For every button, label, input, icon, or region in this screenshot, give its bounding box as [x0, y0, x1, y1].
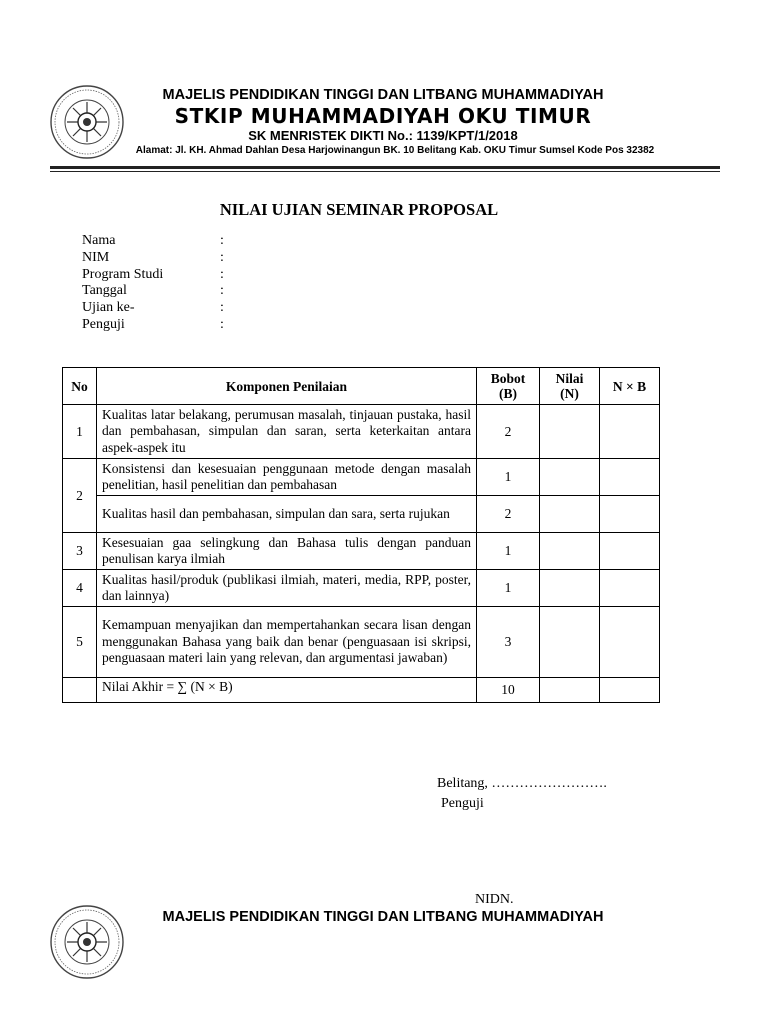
assessment-table — [62, 367, 660, 703]
field-nim: NIM : — [82, 249, 224, 265]
field-program-studi: Program Studi : — [82, 266, 224, 282]
header-nxb: N × B — [600, 368, 660, 405]
nxb-cell[interactable] — [600, 533, 660, 570]
nxb-cell[interactable] — [600, 570, 660, 607]
table-row: 1 Kualitas latar belakang, perumusan masalah, tinjauan pustaka, hasil dan pembahasan, simpulan dan saran, serta keterkaitan antara aspek-aspek itu 2 — [63, 405, 660, 459]
nxb-cell[interactable] — [600, 496, 660, 533]
nilai-cell[interactable] — [540, 459, 600, 496]
header-decree-number: SK MENRISTEK DIKTI No.: 1139/KPT/1/2018 — [248, 128, 518, 143]
total-label: Nilai Akhir = ∑ (N × B) — [97, 678, 477, 703]
header-college-name: STKIP MUHAMMADIYAH OKU TIMUR — [174, 104, 592, 128]
table-total-row — [63, 678, 660, 703]
nilai-cell[interactable] — [540, 570, 600, 607]
total-bobot: 10 — [477, 678, 540, 703]
signature-place-date: Belitang, ……………………. — [437, 776, 607, 791]
header-bobot: Bobot (B) — [477, 368, 540, 405]
nilai-cell[interactable] — [540, 496, 600, 533]
header-no: No — [63, 368, 97, 405]
identity-fields — [82, 233, 224, 334]
header-institution-line: MAJELIS PENDIDIKAN TINGGI DAN LITBANG MUHAMMADIYAH — [162, 87, 604, 103]
table-row: 5 Kemampuan menyajikan dan mempertahankan secara lisan dengan menggunakan Bahasa yang baik dan benar (penguasaan isi skripsi, penguasaan materi lain yang relevan, dan argumentasi jawaban) 3 — [63, 607, 660, 678]
field-penguji: Penguji : — [82, 316, 224, 332]
nilai-cell[interactable] — [540, 405, 600, 459]
table-row: 2 Konsistensi dan kesesuaian penggunaan metode dengan masalah penelitian, hasil penelitian dan pembahasan 1 — [63, 459, 660, 496]
footer-institution-line: MAJELIS PENDIDIKAN TINGGI DAN LITBANG MUHAMMADIYAH — [162, 909, 604, 925]
header-divider-thin — [50, 171, 720, 172]
table-row: Kualitas hasil dan pembahasan, simpulan dan sara, serta rujukan 2 — [63, 496, 660, 533]
total-nilai-cell[interactable] — [540, 678, 600, 703]
signature-nidn: NIDN. — [475, 892, 514, 907]
nxb-cell[interactable] — [600, 459, 660, 496]
field-ujian-ke: Ujian ke- : — [82, 300, 224, 316]
table-header-row — [63, 368, 660, 405]
header-divider-thick — [50, 166, 720, 169]
muhammadiyah-seal-icon — [49, 904, 125, 980]
table-row: 4 Kualitas hasil/produk (publikasi ilmiah, materi, media, RPP, poster, dan lainnya) 1 — [63, 570, 660, 607]
nilai-cell[interactable] — [540, 533, 600, 570]
header-address: Alamat: Jl. KH. Ahmad Dahlan Desa Harjowinangun BK. 10 Belitang Kab. OKU Timur Sumsel Kode Pos 32382 — [135, 145, 655, 156]
total-nxb-cell[interactable] — [600, 678, 660, 703]
table-row: 3 Kesesuaian gaa selingkung dan Bahasa tulis dengan panduan penulisan karya ilmiah 1 — [63, 533, 660, 570]
nilai-cell[interactable] — [540, 607, 600, 678]
field-nama: Nama : — [82, 233, 224, 248]
nxb-cell[interactable] — [600, 607, 660, 678]
header-komponen: Komponen Penilaian — [97, 368, 477, 405]
nxb-cell[interactable] — [600, 405, 660, 459]
document-title: NILAI UJIAN SEMINAR PROPOSAL — [219, 200, 499, 219]
field-tanggal: Tanggal : — [82, 283, 224, 299]
header-nilai: Nilai (N) — [540, 368, 600, 405]
signature-role: Penguji — [441, 796, 484, 811]
